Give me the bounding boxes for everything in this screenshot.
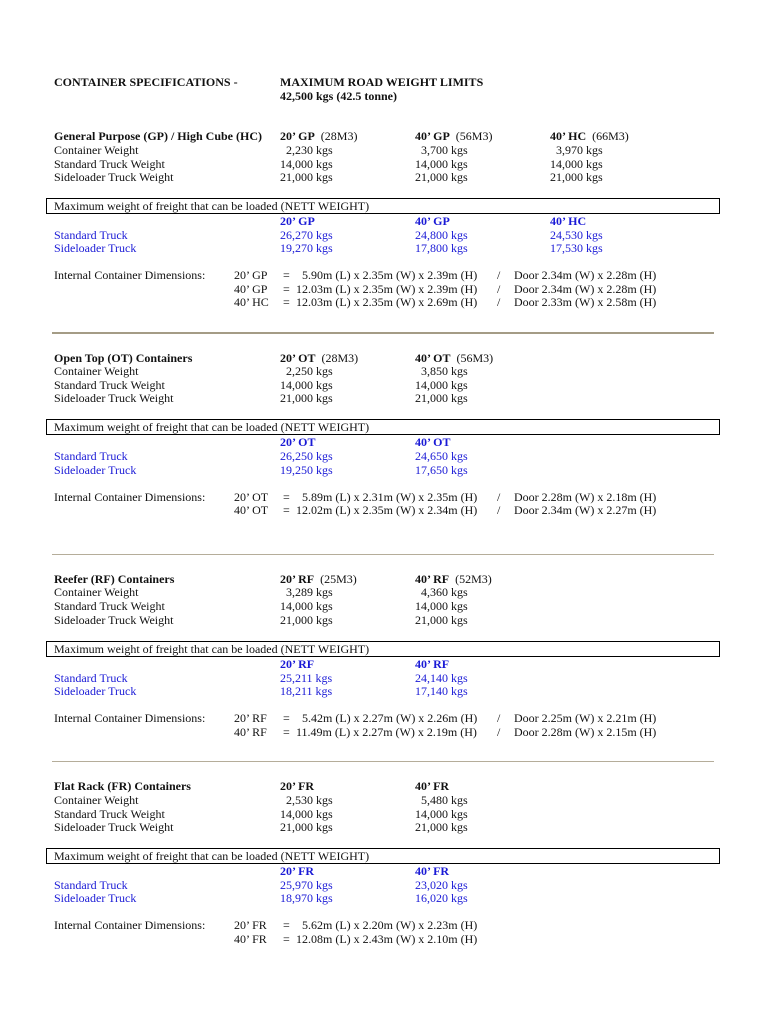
nett-value: 24,530 kgs — [550, 228, 603, 242]
section-divider — [52, 761, 714, 762]
door-value: Door 2.34m (W) x 2.27m (H) — [514, 503, 657, 517]
section-divider — [52, 554, 714, 555]
row-label: Sideloader Truck Weight — [54, 613, 174, 627]
nett-value: 25,211 kgs — [280, 671, 333, 685]
type-header: 40’ RF (52M3) — [415, 572, 492, 586]
nett-type-header: 20’ OT — [280, 435, 316, 449]
nett-type-header: 40’ FR — [415, 864, 450, 878]
dims-type: 40’ HC — [234, 295, 269, 309]
type-header: 20’ FR — [280, 779, 315, 793]
dims-eq: = — [283, 918, 290, 932]
dims-eq: = — [283, 490, 290, 504]
value-cell: 21,000 kgs — [280, 170, 333, 184]
dims-sep: / — [497, 268, 501, 282]
type-header: 20’ GP (28M3) — [280, 129, 358, 143]
row-label: Standard Truck Weight — [54, 378, 165, 392]
dims-sep: / — [497, 490, 501, 504]
dims-value: 12.03m (L) x 2.35m (W) x 2.39m (H) — [296, 282, 478, 296]
type-header: 40’ HC (66M3) — [550, 129, 629, 143]
nett-type-header: 40’ RF — [415, 657, 450, 671]
type-header: 20’ RF (25M3) — [280, 572, 357, 586]
section-title: Open Top (OT) Containers — [54, 351, 193, 365]
dims-type: 40’ FR — [234, 932, 267, 946]
nett-value: 18,970 kgs — [280, 891, 333, 905]
row-label: Sideloader Truck — [54, 684, 137, 698]
value-cell: 5,480 kgs — [421, 793, 468, 807]
dims-value: 12.03m (L) x 2.35m (W) x 2.69m (H) — [296, 295, 478, 309]
nett-value: 26,270 kgs — [280, 228, 333, 242]
value-cell: 21,000 kgs — [415, 613, 468, 627]
row-label: Container Weight — [54, 793, 139, 807]
dims-type: 20’ GP — [234, 268, 268, 282]
nett-weight-box: Maximum weight of freight that can be loaded (NETT WEIGHT) — [46, 848, 720, 864]
nett-value: 17,650 kgs — [415, 463, 468, 477]
nett-value: 16,020 kgs — [415, 891, 468, 905]
road-weight-limit-value: 42,500 kgs (42.5 tonne) — [280, 89, 398, 103]
row-label: Standard Truck — [54, 449, 128, 463]
nett-type-header: 40’ OT — [415, 435, 451, 449]
row-label: Standard Truck — [54, 671, 128, 685]
dims-label: Internal Container Dimensions: — [54, 918, 206, 932]
road-weight-limit-title: MAXIMUM ROAD WEIGHT LIMITS — [280, 75, 484, 89]
dims-type: 20’ RF — [234, 711, 267, 725]
value-cell: 21,000 kgs — [280, 820, 333, 834]
dims-sep: / — [497, 503, 501, 517]
type-header: 40’ GP (56M3) — [415, 129, 493, 143]
dims-type: 20’ OT — [234, 490, 269, 504]
value-cell: 21,000 kgs — [280, 391, 333, 405]
value-cell: 14,000 kgs — [280, 807, 333, 821]
value-cell: 14,000 kgs — [415, 157, 468, 171]
row-label: Standard Truck Weight — [54, 157, 165, 171]
value-cell: 21,000 kgs — [280, 613, 333, 627]
dims-value: 12.08m (L) x 2.43m (W) x 2.10m (H) — [296, 932, 478, 946]
row-label: Sideloader Truck — [54, 463, 137, 477]
value-cell: 14,000 kgs — [280, 378, 333, 392]
value-cell: 21,000 kgs — [415, 820, 468, 834]
row-label: Standard Truck — [54, 228, 128, 242]
type-header: 20’ OT (28M3) — [280, 351, 359, 365]
type-header: 40’ FR — [415, 779, 450, 793]
dims-sep: / — [497, 711, 501, 725]
nett-type-header: 20’ FR — [280, 864, 315, 878]
nett-value: 17,140 kgs — [415, 684, 468, 698]
row-label: Container Weight — [54, 585, 139, 599]
value-cell: 14,000 kgs — [415, 807, 468, 821]
door-value: Door 2.34m (W) x 2.28m (H) — [514, 282, 657, 296]
dims-label: Internal Container Dimensions: — [54, 268, 206, 282]
door-value: Door 2.28m (W) x 2.18m (H) — [514, 490, 657, 504]
dims-type: 40’ RF — [234, 725, 267, 739]
type-header: 40’ OT (56M3) — [415, 351, 494, 365]
nett-value: 26,250 kgs — [280, 449, 333, 463]
section-title: Reefer (RF) Containers — [54, 572, 175, 586]
nett-value: 23,020 kgs — [415, 878, 468, 892]
row-label: Container Weight — [54, 364, 139, 378]
nett-value: 17,800 kgs — [415, 241, 468, 255]
value-cell: 3,289 kgs — [286, 585, 333, 599]
row-label: Sideloader Truck — [54, 241, 137, 255]
row-label: Standard Truck — [54, 878, 128, 892]
dims-eq: = — [283, 268, 290, 282]
dims-type: 40’ GP — [234, 282, 268, 296]
dims-value: 11.49m (L) x 2.27m (W) x 2.19m (H) — [296, 725, 477, 739]
nett-weight-box: Maximum weight of freight that can be loaded (NETT WEIGHT) — [46, 198, 720, 214]
dims-value: 5.42m (L) x 2.27m (W) x 2.26m (H) — [302, 711, 478, 725]
document-title: CONTAINER SPECIFICATIONS - — [54, 75, 238, 89]
row-label: Sideloader Truck Weight — [54, 820, 174, 834]
nett-weight-box: Maximum weight of freight that can be loaded (NETT WEIGHT) — [46, 641, 720, 657]
dims-eq: = — [283, 282, 290, 296]
value-cell: 14,000 kgs — [415, 599, 468, 613]
dims-value: 5.62m (L) x 2.20m (W) x 2.23m (H) — [302, 918, 478, 932]
nett-weight-box: Maximum weight of freight that can be loaded (NETT WEIGHT) — [46, 419, 720, 435]
value-cell: 4,360 kgs — [421, 585, 468, 599]
dims-eq: = — [283, 932, 290, 946]
dims-label: Internal Container Dimensions: — [54, 711, 206, 725]
value-cell: 3,850 kgs — [421, 364, 468, 378]
row-label: Sideloader Truck Weight — [54, 170, 174, 184]
dims-eq: = — [283, 725, 290, 739]
door-value: Door 2.34m (W) x 2.28m (H) — [514, 268, 657, 282]
dims-sep: / — [497, 282, 501, 296]
nett-value: 25,970 kgs — [280, 878, 333, 892]
nett-value: 24,650 kgs — [415, 449, 468, 463]
value-cell: 21,000 kgs — [415, 391, 468, 405]
dims-sep: / — [497, 295, 501, 309]
dims-sep: / — [497, 725, 501, 739]
section-title: Flat Rack (FR) Containers — [54, 779, 191, 793]
dims-type: 20’ FR — [234, 918, 267, 932]
row-label: Sideloader Truck — [54, 891, 137, 905]
row-label: Standard Truck Weight — [54, 599, 165, 613]
door-value: Door 2.28m (W) x 2.15m (H) — [514, 725, 657, 739]
dims-value: 5.89m (L) x 2.31m (W) x 2.35m (H) — [302, 490, 478, 504]
dims-value: 12.02m (L) x 2.35m (W) x 2.34m (H) — [296, 503, 478, 517]
value-cell: 21,000 kgs — [550, 170, 603, 184]
nett-type-header: 40’ GP — [415, 214, 450, 228]
row-label: Container Weight — [54, 143, 139, 157]
value-cell: 2,530 kgs — [286, 793, 333, 807]
dims-eq: = — [283, 295, 290, 309]
value-cell: 14,000 kgs — [415, 378, 468, 392]
nett-type-header: 20’ GP — [280, 214, 315, 228]
value-cell: 2,250 kgs — [286, 364, 333, 378]
dims-value: 5.90m (L) x 2.35m (W) x 2.39m (H) — [302, 268, 478, 282]
nett-value: 17,530 kgs — [550, 241, 603, 255]
value-cell: 3,970 kgs — [556, 143, 603, 157]
nett-value: 19,250 kgs — [280, 463, 333, 477]
section-title: General Purpose (GP) / High Cube (HC) — [54, 129, 262, 143]
nett-type-header: 20’ RF — [280, 657, 315, 671]
nett-value: 24,800 kgs — [415, 228, 468, 242]
row-label: Standard Truck Weight — [54, 807, 165, 821]
value-cell: 14,000 kgs — [280, 157, 333, 171]
value-cell: 2,230 kgs — [286, 143, 333, 157]
dims-type: 40’ OT — [234, 503, 269, 517]
value-cell: 3,700 kgs — [421, 143, 468, 157]
door-value: Door 2.25m (W) x 2.21m (H) — [514, 711, 657, 725]
section-divider — [52, 332, 714, 334]
value-cell: 14,000 kgs — [280, 599, 333, 613]
dims-eq: = — [283, 503, 290, 517]
door-value: Door 2.33m (W) x 2.58m (H) — [514, 295, 657, 309]
nett-type-header: 40’ HC — [550, 214, 587, 228]
value-cell: 21,000 kgs — [415, 170, 468, 184]
row-label: Sideloader Truck Weight — [54, 391, 174, 405]
nett-value: 18,211 kgs — [280, 684, 333, 698]
dims-eq: = — [283, 711, 290, 725]
nett-value: 24,140 kgs — [415, 671, 468, 685]
value-cell: 14,000 kgs — [550, 157, 603, 171]
nett-value: 19,270 kgs — [280, 241, 333, 255]
dims-label: Internal Container Dimensions: — [54, 490, 206, 504]
